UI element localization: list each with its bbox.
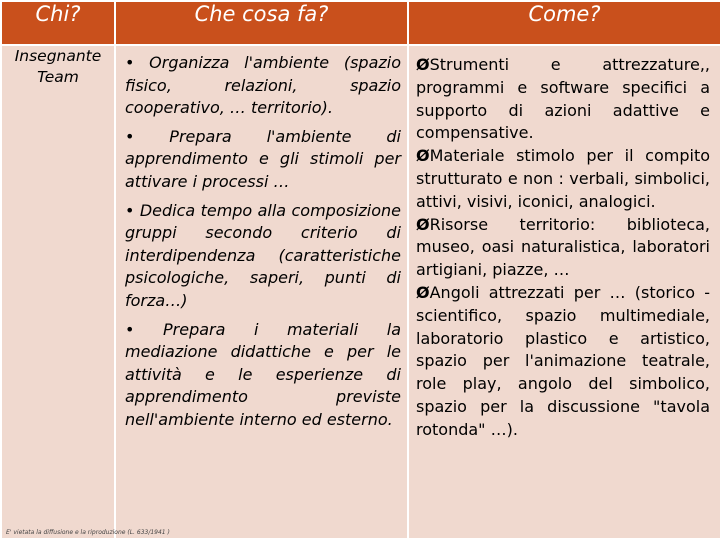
arrow-bullet-icon: Ø xyxy=(416,55,430,74)
who-line-2: Team xyxy=(37,67,79,86)
header-come: Come? xyxy=(408,1,720,45)
body-row xyxy=(1,45,720,539)
what-cell xyxy=(115,45,408,539)
what-item: • Organizza l'ambiente (spazio fisico, relazioni, spazio cooperativo, … territorio). xyxy=(125,53,401,118)
how-item-text: Risorse territorio: biblioteca, museo, oasi naturalistica, laboratori artigiani, piazze, … xyxy=(416,214,710,280)
arrow-bullet-icon: Ø xyxy=(416,282,430,302)
what-item: • Prepara i materiali la mediazione didattiche e per le attività e le esperienze di apprendimento previste nell'ambiente interno ed esterno. xyxy=(125,319,401,429)
arrow-bullet-icon: Ø xyxy=(416,214,430,234)
how-item-text: Materiale stimolo per il compito strutturato e non : verbali, simbolici, attivi, visivi, iconici, analogici. xyxy=(416,146,710,211)
how-item xyxy=(416,54,710,145)
how-item-text: Angoli attrezzati per … (storico - scientifico, spazio multimediale, laboratorio plastico e artistico, spazio per l'animazione teatrale, role play, angolo del simbolico, spazio per la discussione "tavola rotonda" …). xyxy=(416,282,710,439)
how-cell xyxy=(408,45,720,539)
header-che-cosa-fa: Che cosa fa? xyxy=(115,1,408,45)
how-item-text: Strumenti e attrezzature,, programmi e software specifici a supporto di azioni adattive e compensative. xyxy=(416,55,710,143)
how-item xyxy=(416,282,710,442)
arrow-bullet-icon: Ø xyxy=(416,146,430,166)
copyright-footer: E' vietata la diffusione e la riproduzione (L. 633/1941 ) xyxy=(6,529,170,536)
what-item: • Prepara l'ambiente di apprendimento e gli stimoli per attivare i processi … xyxy=(125,126,401,191)
what-item: • Dedica tempo alla composizione gruppi secondo criterio di interdipendenza (caratteristiche psicologiche, saperi, punti di forza…) xyxy=(125,200,401,310)
who-line-1: Insegnante xyxy=(14,47,102,65)
header-row xyxy=(1,1,720,45)
who-cell xyxy=(1,45,115,539)
how-item xyxy=(416,214,710,282)
how-item xyxy=(416,145,710,213)
header-chi: Chi? xyxy=(1,1,115,45)
